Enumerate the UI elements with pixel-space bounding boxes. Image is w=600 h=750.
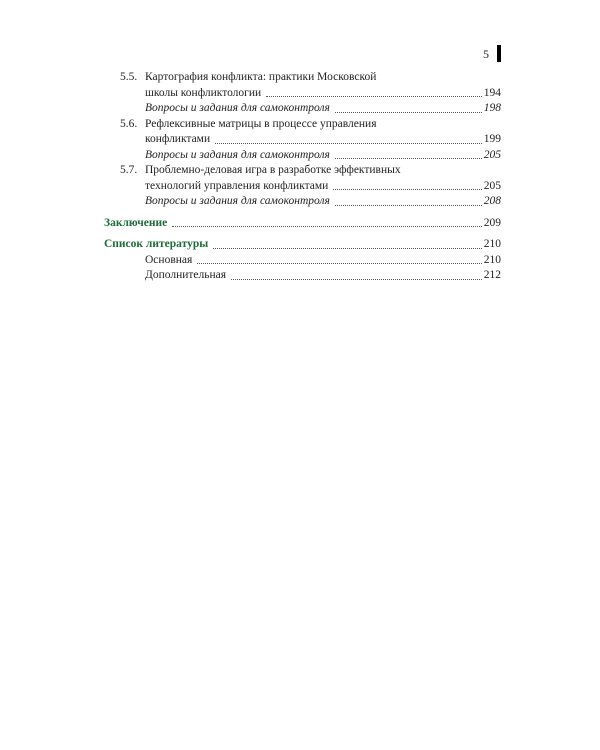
toc-section-5-6-title-line1: 5.6. Рефлексивные матрицы в процессе управления (120, 117, 501, 133)
toc-section-5-5-number: 5.5. (120, 71, 138, 83)
page-number-bar (497, 45, 501, 62)
toc-section-5-5-questions: Вопросы и задания для самоконтроля 198 (145, 102, 501, 114)
leader-dots (333, 188, 481, 190)
leader-dots (266, 95, 482, 97)
toc-section-5-5 (104, 70, 501, 101)
table-of-contents (104, 70, 501, 284)
toc-section-5-6-questions: Вопросы и задания для самоконтроля 205 (145, 148, 501, 161)
toc-section-5-7-title-line1: 5.7. Проблемно-деловая игра в разработке эффективных (120, 163, 501, 179)
toc-section-5-6-number: 5.6. (120, 117, 138, 130)
toc-section-5-7-number: 5.7. (120, 164, 138, 176)
toc-section-5-6-title-line2: конфликтами 199 (120, 132, 501, 148)
leader-dots (213, 247, 482, 249)
leader-dots (335, 111, 482, 113)
toc-section-5-6 (104, 117, 501, 148)
toc-section-5-5-title-line2: школы конфликтологии 194 (120, 86, 501, 102)
toc-section-5-7 (104, 163, 501, 194)
toc-section-5-5-title-line1: 5.5. Картография конфликта: практики Московской (120, 70, 501, 86)
leader-dots (172, 225, 482, 227)
toc-conclusion: Заключение 209 (104, 216, 501, 229)
leader-dots (197, 262, 481, 264)
leader-dots (335, 204, 482, 206)
toc-section-5-7-page: 205 (483, 179, 501, 192)
toc-section-5-5-page: 194 (483, 86, 501, 99)
toc-references: Список литературы 210 (104, 238, 501, 250)
toc-section-5-6-page: 199 (483, 133, 501, 145)
page-number: 5 (483, 47, 489, 61)
leader-dots (335, 157, 482, 159)
toc-references-main: Основная 210 (145, 253, 501, 266)
toc-section-5-7-title-line2: технологий управления конфликтами 205 (120, 179, 501, 195)
toc-section-5-7-questions: Вопросы и задания для самоконтроля 208 (145, 195, 501, 207)
leader-dots (215, 142, 482, 144)
leader-dots (231, 278, 482, 280)
toc-references-additional: Дополнительная 212 (145, 269, 501, 281)
